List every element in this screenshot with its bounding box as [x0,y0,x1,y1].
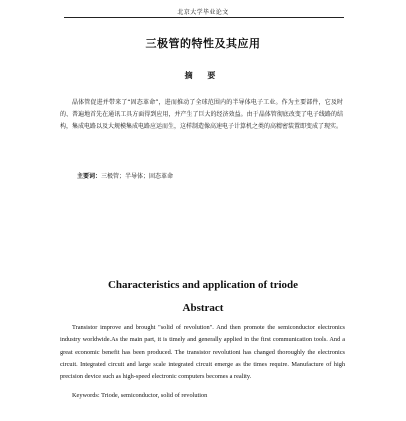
chinese-abstract [60,97,343,133]
header-divider [64,17,344,18]
running-header: 北京大学毕业论文 [177,9,229,16]
english-abstract [60,322,345,383]
english-abstract-heading: Abstract [182,302,224,314]
chinese-title: 三极管的特性及其应用 [145,37,261,50]
chinese-keywords [77,171,173,180]
english-keywords: Keywords: Triode, semiconductor, solid of revolution [72,392,208,399]
chinese-abstract-body: 晶体管促进并带来了“固态革命”，进而推动了全球范围内的半导体电子工业。作为主要部件，它及时的、普遍地首先在通讯工具方面得到应用，并产生了巨大的经济效益。由于晶体管彻底改变了电子线路的结构，集成电路以及大规模集成电路应运而生，这样制造像高速电子计算机之类的高精密装置即变成了现实。 [60,99,343,130]
chinese-keywords-label: 主要词： [77,173,102,180]
english-abstract-body: Transistor improve and brought "solid of revolution". And then promote the semiconductor electronics industry worldwide.As the main part, it is timely and generally applied in the first communication tools. And a great economic benefit has been produced. The transistor revolutioni has changed thoroughly the electronics circuit. Integrated circuit and large scale integrated circuit emerge as the times require. Manufacture of high precision device such as high-speed electronic computers becomes a reality. [60,324,345,381]
chinese-abstract-heading: 摘 要 [184,71,222,80]
chinese-keywords-value: 三极管；半导体；固态革命 [101,173,174,180]
english-title: Characteristics and application of triode [107,279,299,291]
